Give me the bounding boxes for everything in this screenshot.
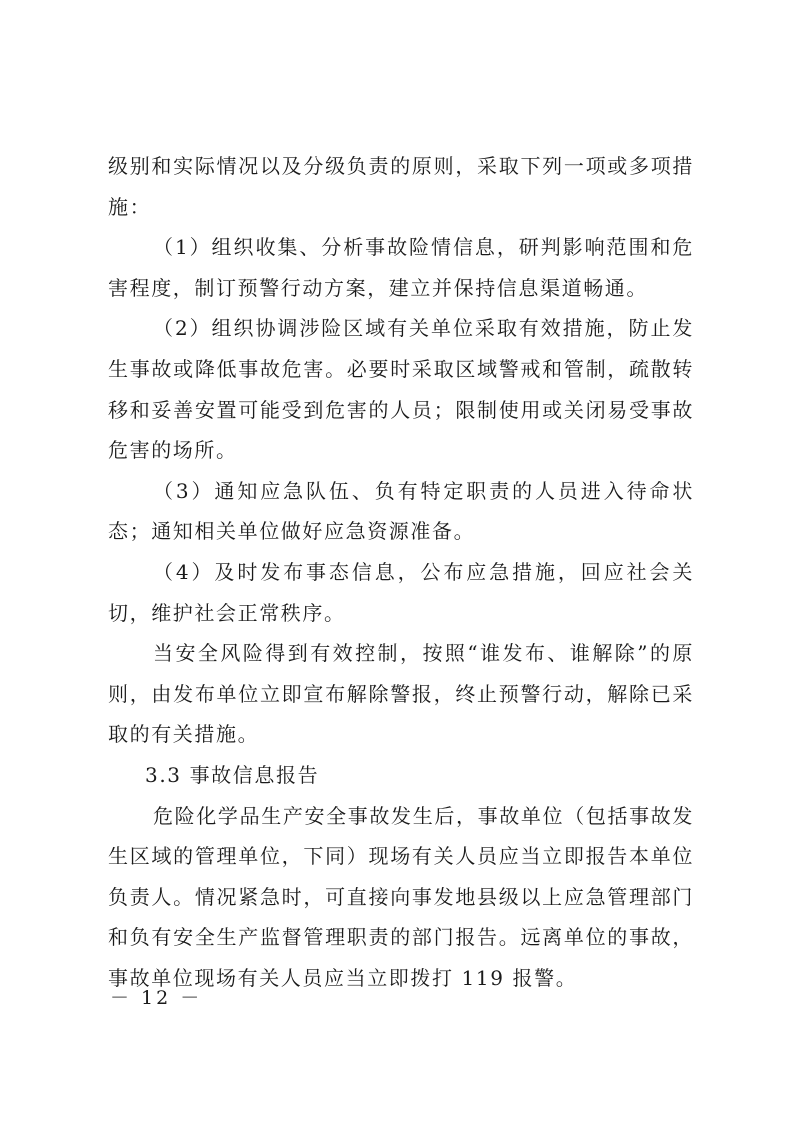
paragraph-warning-lift: 当安全风险得到有效控制，按照“谁发布、谁解除”的原则，由发布单位立即宣布解除警报，终止预警行动，解除已采取的有关措施。 [108, 641, 694, 747]
paragraph-measure-4: （4）及时发布事态信息，公布应急措施，回应社会关切，维护社会正常秩序。 [108, 559, 694, 625]
paragraph-measure-3: （3）通知应急队伍、负有特定职责的人员进入待命状态；通知相关单位做好应急资源准备。 [108, 478, 694, 544]
paragraph-incident-report: 危险化学品生产安全事故发生后，事故单位（包括事故发生区域的管理单位，下同）现场有关人员应当立即报告本单位负责人。情况紧急时，可直接向事发地县级以上应急管理部门和负有安全生产监督管理职责的部门报告。远离单位的事故，事故单位现场有关人员应当立即拨打 119 报警。 [108, 803, 694, 990]
paragraph-continuation: 级别和实际情况以及分级负责的原则，采取下列一项或多项措施： [108, 154, 694, 219]
paragraph-measure-2: （2）组织协调涉险区域有关单位采取有效措施，防止发生事故或降低事故危害。必要时采取区域警戒和管制，疏散转移和妥善安置可能受到危害的人员；限制使用或关闭易受事故危害的场所。 [108, 316, 694, 463]
document-body [108, 146, 694, 998]
paragraph-measure-1: （1）组织收集、分析事故险情信息，研判影响范围和危害程度，制订预警行动方案，建立并保持信息渠道畅通。 [108, 235, 694, 300]
section-heading: 3.3 事故信息报告 [145, 762, 320, 787]
page-number: － 12 － [110, 987, 203, 1009]
